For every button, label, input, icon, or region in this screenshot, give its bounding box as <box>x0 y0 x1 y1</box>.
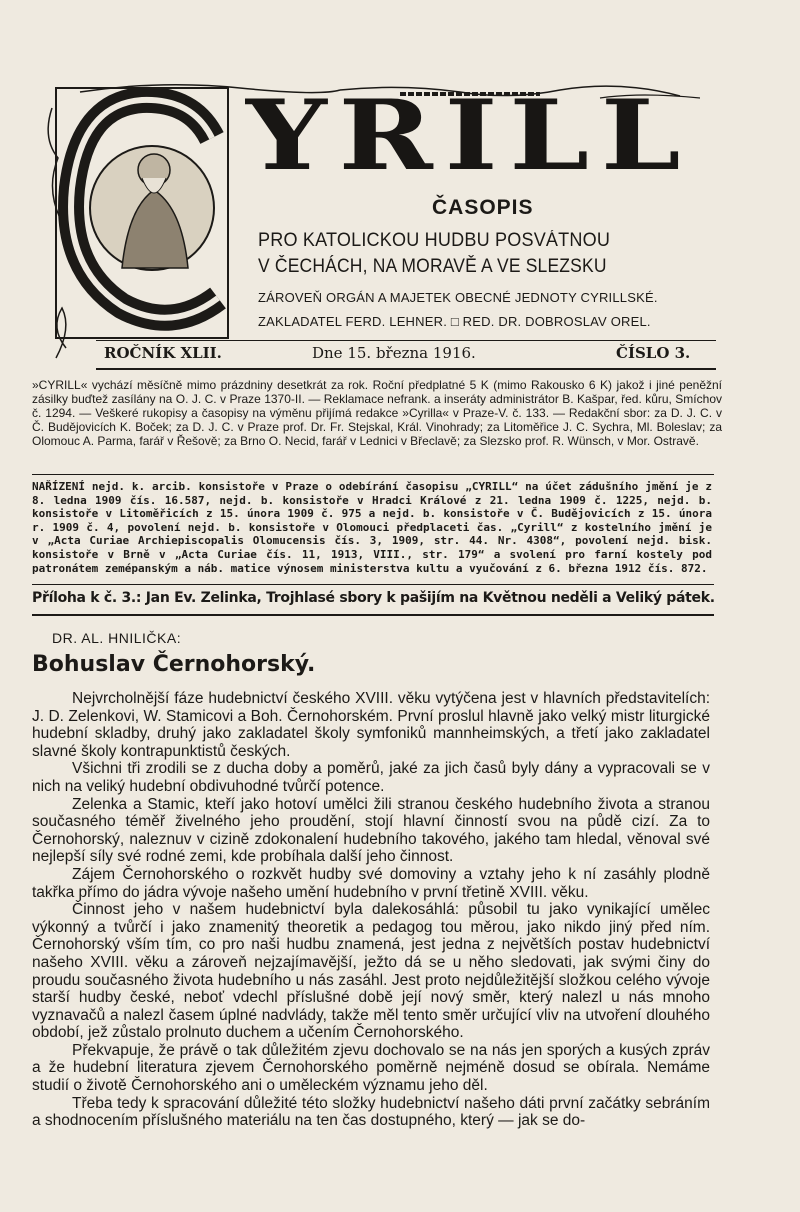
subtitle-line-2: PRO KATOLICKOU HUDBU POSVÁTNOU <box>258 230 611 251</box>
volume-label: ROČNÍK XLII. <box>104 344 222 362</box>
issue-date: Dne 15. března 1916. <box>312 344 476 362</box>
article-paragraph: Nejvrcholnější fáze hudebnictví českého XVIII. věku vytýčena jest v hlavních představitelích: J. D. Zelenkovi, W. Stamicovi a Boh. Černohorském. První proslul hlavně jako velký mistr liturgické hudební skladby, druhý jako zakladatel školy symfoniků mannheimských, a třetí jako zakladatel slavné školy kontrapunktistů českých. <box>32 690 710 760</box>
article-paragraph: Zájem Černohorského o rozkvět hudby své domoviny a vztahy jeho k ní zasáhly plodně takřka přímo do jádra vývoje našeho umění hudebního v první třetině XVIII. věku. <box>32 865 710 901</box>
supplement-note: Příloha k č. 3.: Jan Ev. Zelinka, Trojhlasé sbory k pašijím na Květnou neděli a Veliký pátek. <box>32 590 715 606</box>
subscription-info <box>32 378 722 448</box>
subtitle-line-4: ZÁROVEŇ ORGÁN A MAJETEK OBECNÉ JEDNOTY CYRILLSKÉ. <box>258 290 658 305</box>
rule-under-issue <box>96 368 716 370</box>
article-body <box>32 690 710 1130</box>
subtitle-line-3: V ČECHÁCH, NA MORAVĚ A VE SLEZSKU <box>258 256 607 277</box>
article-author: DR. AL. HNILIČKA: <box>52 630 182 646</box>
decree-text: NAŘÍZENÍ nejd. k. arcib. konsistoře v Praze o odebírání časopisu „CYRILL“ na účet zádušního jmění je z 8. ledna 1909 čís. 16.587, nejd. b. konsistoře v Hradci Králové z 21. ledna 1909 č. 1225, nejd. b. konsistoře v Litoměřicích z 15. února 1909 č. 975 a nejd. b. konsistoře v Č. Budějovicích z 15. února r. 1909 č. 4, povolení nejd. b. konsistoře v Olomouci předplaceti čas. „Cyrill“ z kostelního jmění je v „Acta Curiae Archiepiscopalis Olomucensis čís. 3, 1909, str. 44. Nr. 4308“, povolení nejd. bisk. konsistoře v Brně v „Acta Curiae čís. 11, 1913, VIII., str. 179“ a svolení pro farní kostely pod patronátem zemépanským a náb. matice výnosem ministerstva kultu a vyučování z 6. března 1912 čís. 872. <box>32 480 712 575</box>
rule-above-decree <box>32 474 714 475</box>
issue-row <box>100 344 710 366</box>
issue-number: ČÍSLO 3. <box>616 344 691 362</box>
article-paragraph: Třeba tedy k spracování důležité této složky hudebnictví našeho dáti první začátky sebráním a shodnocením příslušného materiálu na ten čas dostupného, který — jak se do- <box>32 1094 710 1130</box>
rule-under-supplement <box>32 614 714 616</box>
article-paragraph: Překvapuje, že právě o tak důležitém zjevu dochovalo se na nás jen sporých a kusých zpráv a že hudební literatura zjevem Černohorského poměrně nejméně dosud se obírala. Nemáme studií o životě Černohorského ani o uměleckém významu jeho děl. <box>32 1041 710 1095</box>
decree-block <box>32 480 712 575</box>
article-paragraph: Všichni tři zrodili se z ducha doby a poměrů, jaké za jich časů byly dány a vypracovali se v nich na veliký hudební obdivuhodné tvůrčí potence. <box>32 760 710 795</box>
rule-above-supplement <box>32 584 714 585</box>
subscription-text: »CYRILL« vychází měsíčně mimo prázdniny desetkrát za rok. Roční předplatné 5 K (mimo Rakousko 6 K) jakož i jiné peněžní zásilky buďtež zasílány na O. J. C. v Praze 1370-II. — Reklamace nefrank. a inseráty administrátor B. Kašpar, řed. kůru, Smíchov č. 1294. — Veškeré rukopisy a časopisy na výměnu přijímá redakce »Cyrilla« v Praze-V. č. 133. — Redakční sbor: za D. J. C. v Č. Budějovicích K. Boček; za D. J. C. v Praze prof. Dr. Fr. Stejskal, Král. Vinohrady; za Litoměřice J. C. Sychra, Ml. Boleslav; za Olomouc A. Parma, farář v Řešově; za Brno O. Necid, farář v Lednici v Břeclavě; za Slezsko prof. R. Wünsch, v Mor. Ostravě. <box>32 378 722 448</box>
initial-c-ornament <box>42 78 238 368</box>
masthead-title: YRILL <box>246 79 693 192</box>
article-title: Bohuslav Černohorský. <box>32 652 316 677</box>
rule-top <box>96 340 716 341</box>
subtitle-line-5: ZAKLADATEL FERD. LEHNER. □ RED. DR. DOBROSLAV OREL. <box>258 314 651 329</box>
subtitle-line-1: ČASOPIS <box>432 196 534 219</box>
article-paragraph: Činnost jeho v našem hudebnictví byla dalekosáhlá: působil tu jako vynikající umělec výkonný a tvůrčí i jako znamenitý theoretik a pedagog tou měrou, jako nikdo jiný před ním. Černohorský vším tím, co pro naši hudbu znamená, jest jedna z největších postav hudebnictví našeho XVIII. věku a zároveň nejzajímavější, ježto dá se u něho sledovati, jak svými činy do proudu současného života hudebního u nás zasáhl. Jest proto nejdůležitější složkou celého vývoje starší hudby české, neboť vdechl příslušné době její nový směr, který nalezl u nás mnoho vyznavačů a nalezl časem úplné nadvlády, takže měl tento směr určující vliv na utvoření dlouhého období, jež zůstalo prolnuto duchem a učením Černohorského. <box>32 901 710 1042</box>
article-paragraph: Zelenka a Stamic, kteří jako hotoví umělci žili stranou českého hudebního života a stranou současného téměř živelného jeho proudění, stojí hlavní činností svou na půdě cizí. Za to Černohorský, naleznuv v cizině zdokonalení hudebního takového, jakého tam hledal, věnoval své nejlepší síly své rodné zemi, kde probíhala další jeho činnost. <box>32 795 710 866</box>
